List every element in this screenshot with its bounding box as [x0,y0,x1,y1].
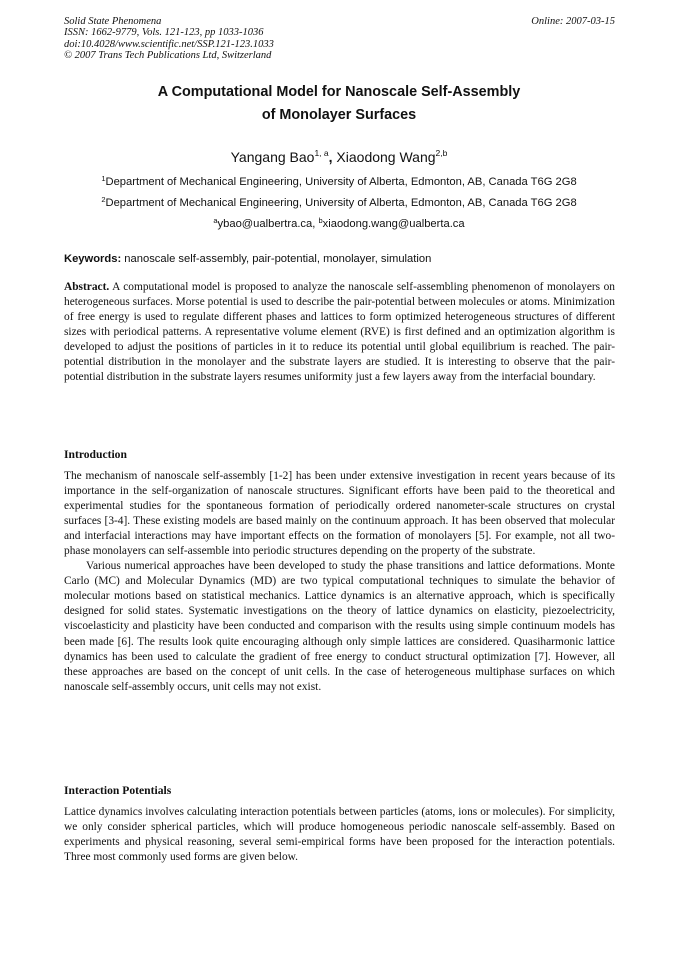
affiliation-2-mark: 2 [101,195,106,204]
introduction-section [64,469,615,695]
introduction-paragraph-1: The mechanism of nanoscale self-assembly [1-2] has been under extensive investigation in recent years because of its importance in the self-organization of nanoscale structures. Significant efforts have been paid to the theoretical and experimental studies for the spontaneous formation of periodically ordered nanometer-scale structures on crystal surfaces [3-4]. These existing models are based mainly on the continuum approach. It has been observed that molecular and interfacial interactions may have important effects on the formation of monolayers [5]. For example, not all two-phase monolayers can self-assemble into periodic structures depending on the property of the substrate. [64,470,615,558]
keywords-label: Keywords: [64,253,122,265]
journal-name: Solid State Phenomena [64,16,162,27]
keywords [64,252,616,266]
interaction-potentials-paragraph-1: Lattice dynamics involves calculating interaction potentials between particles (atoms, ions or molecules). For simplicity, we only consider spherical particles, which will produce homogeneous periodic nanoscale self-assembly. Based on experiments and physical reasoning, several semi-empirical forms have been proposed for the interaction potentials. Three most commonly used forms are given below. [64,806,615,864]
author-emails [0,217,678,231]
keywords-text: nanoscale self-assembly, pair-potential, monolayer, simulation [121,253,432,265]
author-2-affiliation-mark: 2,b [435,148,448,158]
affiliation-1-mark: 1 [101,174,106,183]
abstract [64,280,615,385]
author-1-affiliation-mark: 1, a [314,148,329,158]
abstract-label: Abstract. [64,281,110,293]
introduction-heading: Introduction [64,448,127,461]
affiliation-2 [0,196,678,210]
abstract-text: A computational model is proposed to analyze the nanoscale self-assembling phenomenon of monolayers on heterogeneous surfaces. Morse potential is used to describe the pair-potential between molecules or atoms. Minimization of free energy is used to regulate different phases and lattices to form optimized heterogeneous structures of different sizes with periodical patterns. A representative volume element (RVE) is first defined and an optimization algorithm is developed to adjust the positions of particles in it to reduce its potential until global equilibrium is reached. The pair-potential distribution in the monolayer and the substrate layers are studied. It is interesting to observe that the pair-potential distribution in the substrate layers resumes uniformity just a few layers away from the interfacial boundary. [64,281,615,384]
author-list [0,147,678,167]
interaction-potentials-heading: Interaction Potentials [64,784,172,797]
journal-header [64,16,274,62]
doi-line: doi:10.4028/www.scientific.net/SSP.121-123.1033 [64,38,274,50]
affiliation-1-text: Department of Mechanical Engineering, University of Alberta, Edmonton, AB, Canada T6G 2G8 [105,176,577,188]
author-separator: , [328,149,337,165]
online-date: Online: 2007-03-15 [531,16,615,27]
interaction-potentials-section [64,805,615,865]
email-2[interactable]: xiaodong.wang@ualberta.ca [322,218,465,230]
introduction-paragraph-2: Various numerical approaches have been developed to study the phase transitions and lattice deformations. Monte Carlo (MC) and Molecular Dynamics (MD) are two typical computational techniques to simulate the behavior of molecular motions based on statistical mechanics. Lattice dynamics is an alternative approach, which is specifically designed for solid states. Systematic investigations on the theory of lattice dynamics on elasticity, piezoelectricity, viscoelasticity and plasticity have been conducted and comparison with the results using simple continuum models has been made [6]. The results look quite encouraging although only simple lattices are considered. Quasiharmonic lattice dynamics has been used to calculate the gradient of free energy to conduct structural optimization [7]. However, all these approaches are based on the concept of unit cells. In the case of heterogeneous multiphase surfaces on which nanoscale self-assembly occurs, unit cells may not exist. [64,560,615,693]
email-1[interactable]: ybao@ualbertra.ca, [217,218,319,230]
email-1-mark: a [213,216,218,225]
copyright-line: © 2007 Trans Tech Publications Ltd, Switzerland [64,50,272,62]
affiliation-1 [0,175,678,189]
title-line-1: A Computational Model for Nanoscale Self-Assembly [157,84,521,100]
paper-title [0,81,678,127]
author-2: Xiaodong Wang [336,149,436,165]
email-2-mark: b [318,216,323,225]
issn-line: ISSN: 1662-9779, Vols. 121-123, pp 1033-1036 [64,27,264,39]
author-1: Yangang Bao [230,149,315,165]
affiliation-2-text: Department of Mechanical Engineering, University of Alberta, Edmonton, AB, Canada T6G 2G8 [105,197,577,209]
title-line-2: of Monolayer Surfaces [261,107,417,123]
